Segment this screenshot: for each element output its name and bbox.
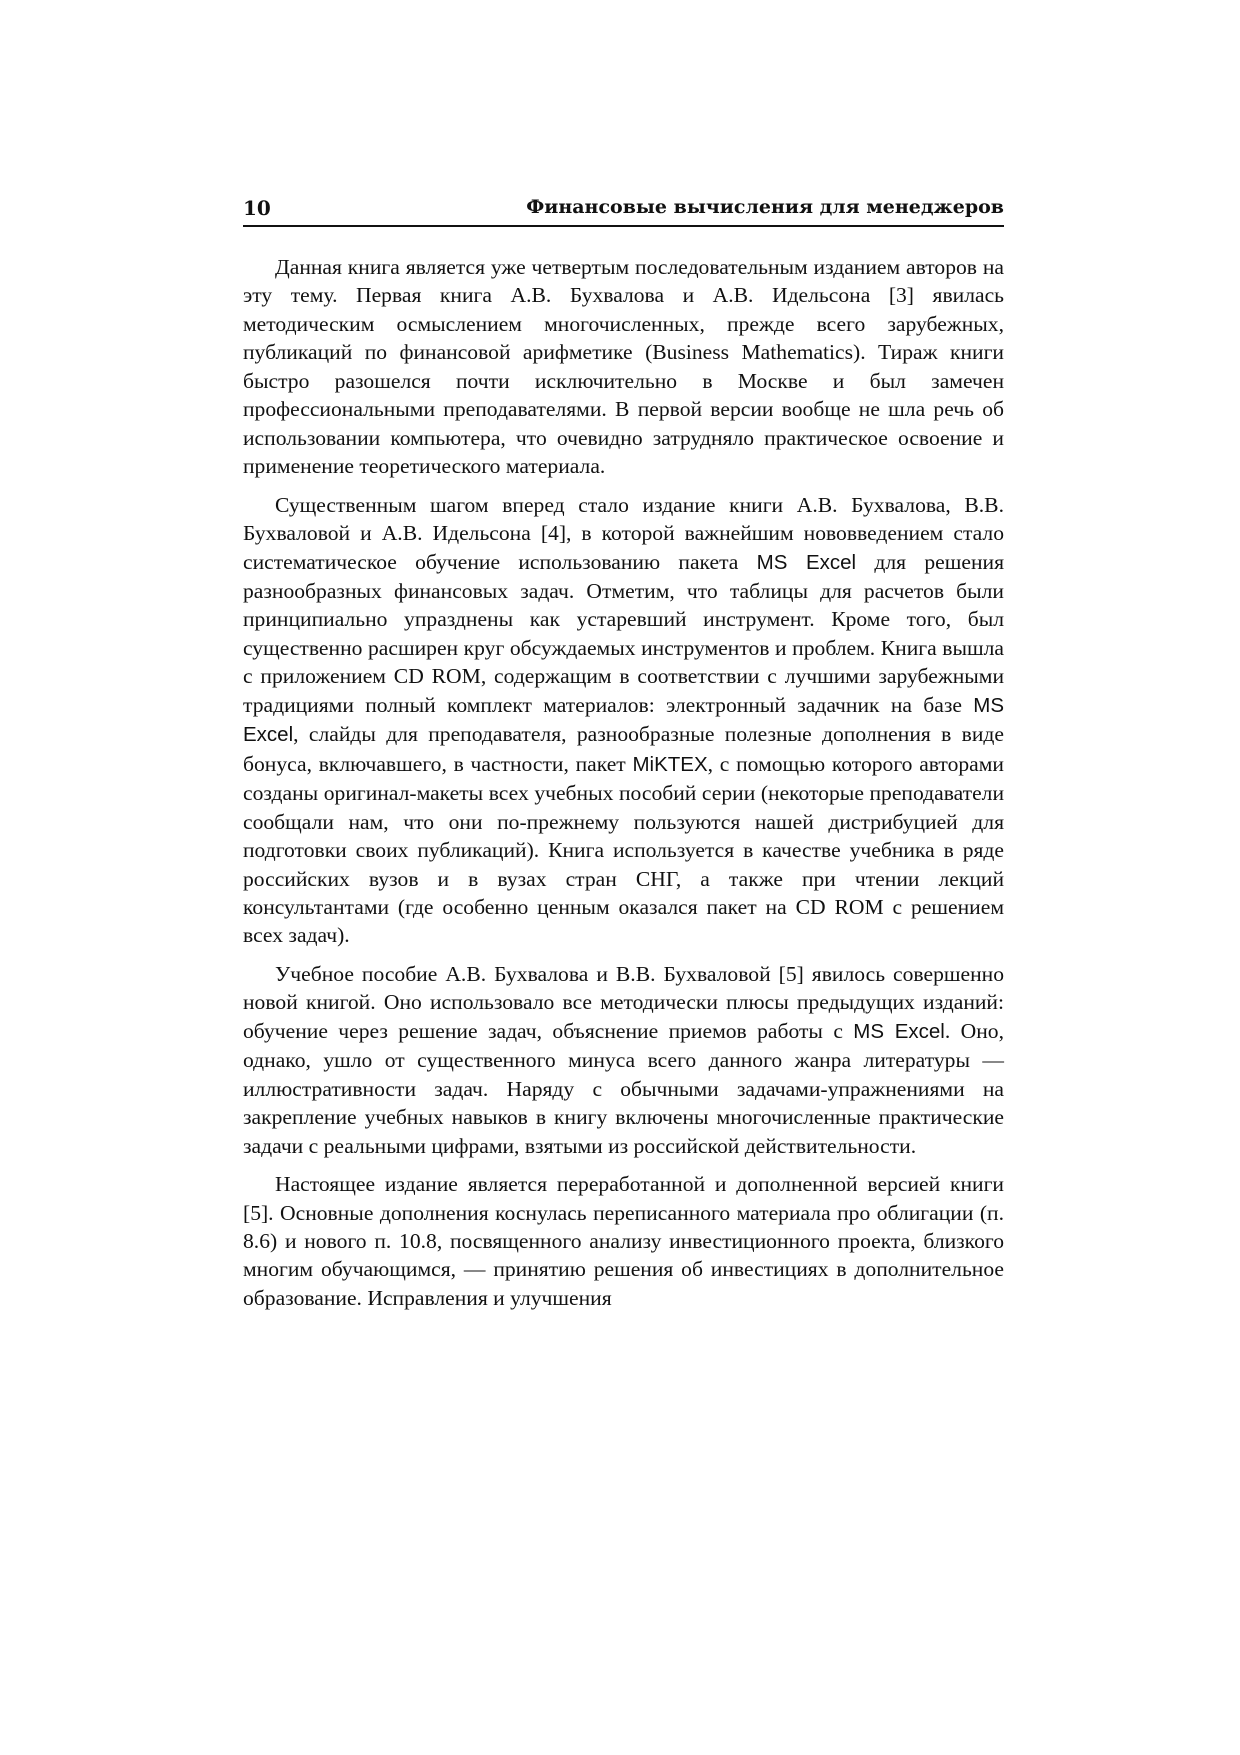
page-header: [243, 192, 1004, 227]
paragraph-text: Данная книга является уже четвертым последовательным изданием авторов на эту тему. Первая книга А.В. Бухвалова и А.В. Идельсона [3] явилась методическим осмыслением многочисленных, прежде всего зарубежных, публикаций по финансовой арифметике (Business Mathematics). Тираж книги быстро разошелся почти исключительно в Москве и был замечен профессиональными преподавателями. В первой версии вообще не шла речь об использовании компьютера, что очевидно затрудняло практическое освоение и применение теоретического материала.: [243, 255, 1004, 479]
paragraph-text: Существенным шагом вперед стало издание книги А.В. Бухвалова, В.В. Бухваловой и А.В. Идельсона [4], в которой важнейшим нововведением стало систематическое обучение использованию пакета: [243, 492, 1004, 574]
software-name: MiKTEX: [632, 752, 708, 776]
paragraph-4: [243, 1170, 1004, 1312]
software-name: MS Excel: [756, 550, 857, 574]
paragraph-1: [243, 253, 1004, 481]
software-name: MS Excel: [853, 1019, 945, 1043]
paragraph-text: , с помощью которого авторами созданы оригинал-макеты всех учебных пособий серии (некоторые преподаватели сообщали нам, что они по-прежнему пользуются нашей дистрибуцией для подготовки своих публикаций). Книга используется в качестве учебника в ряде российских вузов и в вузах стран СНГ, а также при чтении лекций консультантами (где особенно ценным оказался пакет на CD ROM с решением всех задач).: [243, 751, 1004, 948]
software-name: MS Excel: [243, 693, 1004, 747]
paragraph-text: . Оно, однако, ушло от существенного минуса всего данного жанра литературы — иллюстративности задач. Наряду с обычными задачами-упражнениями на закрепление учебных навыков в книгу включены многочисленные практические задачи с реальными цифрами, взятыми из российской действительности.: [243, 1018, 1004, 1158]
page-number: 10: [243, 196, 271, 220]
paragraph-3: [243, 960, 1004, 1160]
running-title: Финансовые вычисления для менеджеров: [526, 196, 1004, 218]
paragraph-text: Настоящее издание является переработанной и дополненной версией книги [5]. Основные дополнения коснулась переписанного материала про облигации (п. 8.6) и нового п. 10.8, посвященного анализу инвестиционного проекта, близкого многим обучающимся, — принятию решения об инвестициях в дополнительное образование. Исправления и улучшения: [243, 1172, 1004, 1310]
body-text: [243, 253, 1004, 1322]
paragraph-text: , слайды для преподавателя, разнообразные полезные дополнения в виде бонуса, включавшего, в частности, пакет: [243, 722, 1004, 776]
paragraph-2: [243, 491, 1004, 950]
paragraph-text: для решения разнообразных финансовых задач. Отметим, что таблицы для расчетов были принципиально упразднены как устаревший инструмент. Кроме того, был существенно расширен круг обсуждаемых инструментов и проблем. Книга вышла с приложением CD ROM, содержащим в соответствии с лучшими зарубежными традициями полный комплект материалов: электронный задачник на базе: [243, 549, 1004, 717]
paragraph-text: Учебное пособие А.В. Бухвалова и В.В. Бухваловой [5] явилось совершенно новой книгой. Оно использовало все методически плюсы предыдущих изданий: обучение через решение задач, объяснение приемов работы с: [243, 961, 1004, 1043]
